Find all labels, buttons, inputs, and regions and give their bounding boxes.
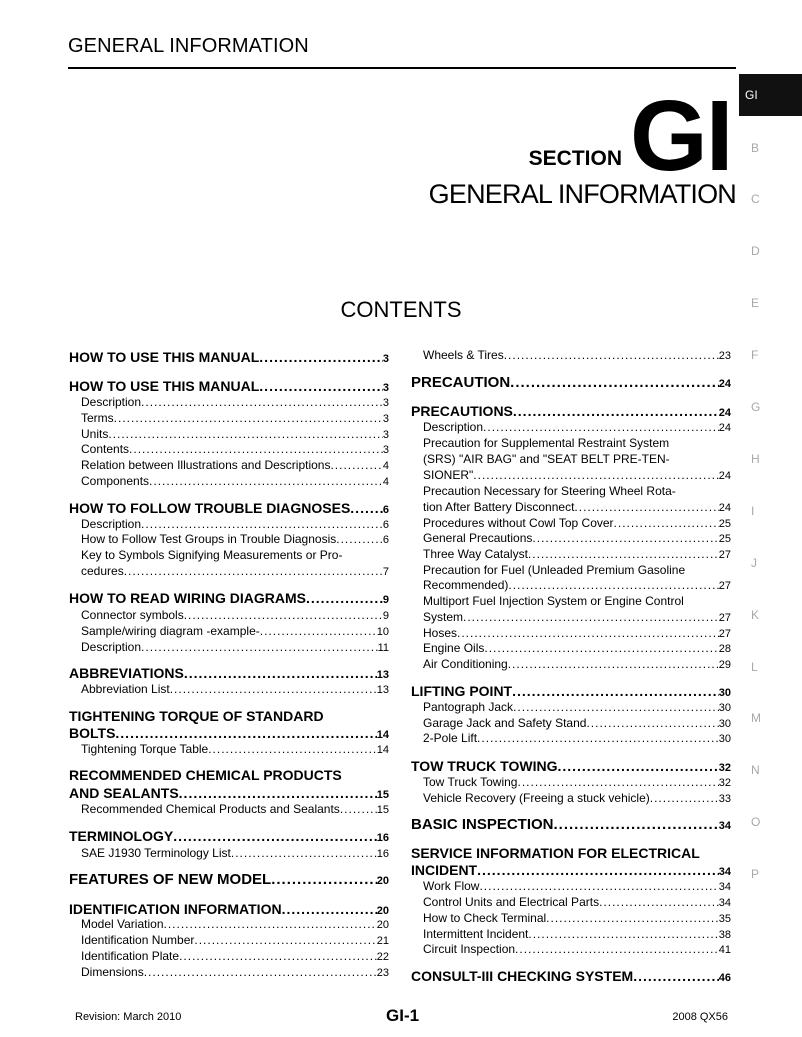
- toc-entry-label: Control Units and Electrical Parts: [423, 895, 600, 909]
- toc-entry-label: Pantograph Jack: [423, 700, 514, 714]
- toc-dot-leader: [259, 349, 383, 366]
- toc-entry-label: IDENTIFICATION INFORMATION: [69, 901, 282, 917]
- toc-entry-label: TIGHTENING TORQUE OF STANDARD: [69, 708, 324, 724]
- section-tab-m[interactable]: M: [751, 711, 761, 725]
- toc-dot-leader: [149, 474, 383, 489]
- toc-dot-leader: [184, 608, 383, 623]
- toc-entry[interactable]: [411, 927, 731, 943]
- section-tab-n[interactable]: N: [751, 763, 760, 777]
- toc-page-number: 6: [382, 504, 389, 516]
- toc-entry-label: How to Follow Test Groups in Trouble Diagnosis: [81, 532, 337, 546]
- toc-entry-label: Tightening Torque Table: [81, 742, 209, 756]
- toc-dot-leader: [532, 531, 718, 546]
- toc-entry-label: FEATURES OF NEW MODEL: [69, 871, 272, 888]
- toc-page-number: 24: [718, 502, 731, 514]
- toc-entry[interactable]: [411, 657, 731, 673]
- toc-page-number: 32: [718, 777, 731, 789]
- section-tab-e[interactable]: E: [751, 296, 760, 310]
- toc-dot-leader: [546, 911, 719, 926]
- toc-page-number: 27: [718, 612, 731, 624]
- toc-page-number: 25: [718, 518, 731, 530]
- section-tab-b[interactable]: B: [751, 141, 760, 155]
- toc-page-number: 14: [376, 729, 389, 741]
- toc-entry: [411, 594, 731, 609]
- toc-page-number: 25: [718, 533, 731, 545]
- toc-page-number: 34: [718, 897, 731, 909]
- toc-entry-label: Recommended): [423, 578, 509, 592]
- section-title: GENERAL INFORMATION: [428, 179, 736, 209]
- toc-entry-label: Vehicle Recovery (Freeing a stuck vehicle): [423, 791, 650, 805]
- toc-entry-label: Identification Number: [81, 933, 195, 947]
- toc-page-number: 16: [376, 832, 389, 844]
- toc-entry[interactable]: [69, 933, 389, 949]
- toc-dot-leader: [141, 640, 378, 655]
- toc-page-number: 27: [718, 580, 731, 592]
- toc-page-number: 30: [718, 733, 731, 745]
- toc-entry-label: 2-Pole Lift: [423, 731, 478, 745]
- toc-entry-label: PRECAUTIONS: [411, 403, 513, 419]
- toc-dot-leader: [330, 458, 382, 473]
- toc-entry-label: INCIDENT: [411, 862, 478, 878]
- toc-entry-label: Connector symbols: [81, 608, 184, 622]
- toc-page-number: 15: [376, 804, 389, 816]
- toc-entry[interactable]: [411, 578, 731, 594]
- toc-dot-leader: [508, 657, 719, 672]
- toc-entry[interactable]: [69, 349, 389, 368]
- toc-dot-leader: [513, 403, 719, 420]
- toc-entry[interactable]: [69, 828, 389, 847]
- toc-dot-leader: [484, 641, 718, 656]
- toc-entry-label: cedures: [81, 564, 124, 578]
- toc-dot-leader: [479, 879, 718, 894]
- header-rule: [68, 67, 736, 69]
- toc-page-number: 3: [382, 397, 389, 409]
- section-tab-p[interactable]: P: [751, 867, 760, 881]
- toc-entry-label: Units: [81, 427, 109, 441]
- toc-page-number: 32: [718, 762, 731, 774]
- toc-page-number: 3: [382, 382, 389, 394]
- toc-page-number: 3: [382, 413, 389, 425]
- toc-page-number: 24: [718, 407, 731, 419]
- toc-dot-leader: [194, 933, 376, 948]
- toc-page-number: 24: [718, 422, 731, 434]
- toc-page-number: 23: [376, 967, 389, 979]
- toc-dot-leader: [306, 590, 383, 607]
- toc-entry: [69, 708, 389, 725]
- toc-entry-label: HOW TO USE THIS MANUAL: [69, 378, 260, 394]
- toc-entry-label: Identification Plate: [81, 949, 180, 963]
- toc-entry-label: HOW TO FOLLOW TROUBLE DIAGNOSES: [69, 500, 351, 516]
- toc-entry-label: PRECAUTION: [411, 374, 511, 391]
- toc-page-number: 3: [382, 353, 389, 365]
- toc-dot-leader: [633, 968, 719, 985]
- section-tab-i[interactable]: I: [751, 504, 755, 518]
- toc-page-number: 10: [376, 626, 389, 638]
- toc-dot-leader: [554, 816, 719, 834]
- toc-entry[interactable]: [69, 640, 389, 656]
- toc-dot-leader: [614, 516, 719, 531]
- toc-dot-leader: [114, 411, 383, 426]
- toc-entry-label: Description: [81, 517, 142, 531]
- toc-page-number: 4: [382, 460, 389, 472]
- toc-entry[interactable]: [411, 731, 731, 747]
- toc-entry-label: How to Check Terminal: [423, 911, 547, 925]
- toc-dot-leader: [336, 532, 383, 547]
- toc-page-number: 3: [382, 444, 389, 456]
- toc-entry-label: Intermittent Incident: [423, 927, 529, 941]
- toc-dot-leader: [483, 420, 719, 435]
- toc-dot-leader: [141, 517, 383, 532]
- toc-entry-label: General Precautions: [423, 531, 533, 545]
- toc-dot-leader: [457, 626, 719, 641]
- toc-page-number: 3: [382, 429, 389, 441]
- toc-entry-label: Description: [423, 420, 484, 434]
- toc-page-number: 34: [718, 820, 731, 832]
- toc-entry-label: Tow Truck Towing: [423, 775, 518, 789]
- toc-entry[interactable]: [411, 641, 731, 657]
- section-tab-k[interactable]: K: [751, 608, 760, 622]
- toc-entry: [411, 452, 731, 467]
- section-tab-c[interactable]: C: [751, 192, 760, 206]
- toc-entry-label: Procedures without Cowl Top Cover: [423, 516, 614, 530]
- toc-entry-label: Relation between Illustrations and Descriptions: [81, 458, 331, 472]
- toc-dot-leader: [350, 500, 383, 517]
- toc-dot-leader: [282, 901, 377, 918]
- toc-entry[interactable]: [69, 742, 389, 758]
- toc-dot-leader: [124, 564, 383, 579]
- toc-entry-label: Precaution for Supplemental Restraint System: [423, 436, 670, 450]
- toc-dot-leader: [271, 871, 377, 889]
- toc-entry[interactable]: [69, 802, 389, 818]
- toc-dot-leader: [650, 791, 719, 806]
- toc-page-number: 33: [718, 793, 731, 805]
- toc-dot-leader: [477, 731, 719, 746]
- toc-page-number: 34: [718, 881, 731, 893]
- toc-entry[interactable]: [69, 917, 389, 933]
- section-label: SECTION: [528, 147, 622, 170]
- toc-page-number: 35: [718, 913, 731, 925]
- toc-dot-leader: [477, 862, 719, 879]
- toc-entry-label: TERMINOLOGY: [69, 828, 174, 844]
- toc-page-number: 20: [376, 919, 389, 931]
- toc-dot-leader: [510, 374, 719, 392]
- toc-page-number: 7: [382, 566, 389, 578]
- toc-entry-label: CONSULT-III CHECKING SYSTEM: [411, 968, 634, 984]
- page-header-title: GENERAL INFORMATION: [68, 35, 309, 57]
- toc-entry-label: HOW TO USE THIS MANUAL: [69, 349, 260, 365]
- toc-entry-label: Garage Jack and Safety Stand: [423, 716, 587, 730]
- toc-entry-label: Components: [81, 474, 150, 488]
- toc-entry[interactable]: [411, 716, 731, 732]
- toc-entry[interactable]: [411, 895, 731, 911]
- toc-entry[interactable]: [69, 871, 389, 890]
- toc-page-number: 16: [376, 848, 389, 860]
- toc-dot-leader: [557, 758, 718, 775]
- toc-entry-label: Engine Oils: [423, 641, 485, 655]
- toc-page-number: 29: [718, 659, 731, 671]
- toc-entry[interactable]: [69, 564, 389, 580]
- toc-dot-leader: [463, 610, 719, 625]
- toc-entry-label: SERVICE INFORMATION FOR ELECTRICAL: [411, 845, 700, 861]
- toc-entry[interactable]: [411, 610, 731, 626]
- toc-page-number: 46: [718, 972, 731, 984]
- toc-entry[interactable]: [69, 517, 389, 533]
- toc-entry[interactable]: [411, 374, 731, 393]
- toc-page-number: 23: [718, 350, 731, 362]
- toc-page-number: 24: [718, 378, 731, 390]
- toc-entry: [411, 845, 731, 862]
- toc-entry-label: System: [423, 610, 464, 624]
- toc-entry[interactable]: [411, 516, 731, 532]
- section-tab-h[interactable]: H: [751, 452, 760, 466]
- toc-entry-label: Sample/wiring diagram -example-: [81, 624, 260, 638]
- toc-entry-label: Wheels & Tires: [423, 348, 504, 362]
- toc-dot-leader: [115, 725, 376, 742]
- toc-page-number: 41: [718, 944, 731, 956]
- toc-entry[interactable]: [69, 427, 389, 443]
- toc-page-number: 15: [376, 789, 389, 801]
- toc-page-number: 13: [376, 669, 389, 681]
- toc-dot-leader: [517, 775, 718, 790]
- toc-entry[interactable]: [69, 395, 389, 411]
- section-code: GI: [630, 80, 732, 192]
- toc-dot-leader: [129, 442, 383, 457]
- toc-entry[interactable]: [69, 474, 389, 490]
- toc-entry-label: HOW TO READ WIRING DIAGRAMS: [69, 590, 306, 606]
- toc-entry[interactable]: [69, 846, 389, 862]
- toc-entry[interactable]: [411, 547, 731, 563]
- toc-entry[interactable]: [411, 420, 731, 436]
- footer-page-code: GI-1: [386, 1006, 420, 1025]
- toc-entry-label: Abbreviation List: [81, 682, 170, 696]
- toc-page-number: 6: [382, 534, 389, 546]
- toc-page-number: 34: [718, 866, 731, 878]
- toc-entry[interactable]: [69, 411, 389, 427]
- toc-entry[interactable]: [69, 624, 389, 640]
- toc-dot-leader: [513, 700, 719, 715]
- toc-entry[interactable]: [411, 775, 731, 791]
- toc-page-number: 20: [376, 905, 389, 917]
- toc-entry-label: SIONER": [423, 468, 474, 482]
- toc-dot-leader: [184, 665, 377, 682]
- contents-title: CONTENTS: [340, 297, 462, 322]
- toc-page-number: 9: [382, 610, 389, 622]
- toc-dot-leader: [512, 683, 719, 700]
- footer-revision: Revision: March 2010: [75, 1011, 182, 1023]
- toc-dot-leader: [515, 942, 719, 957]
- toc-entry-label: Precaution for Fuel (Unleaded Premium Gasoline: [423, 563, 686, 577]
- toc-entry[interactable]: [69, 949, 389, 965]
- toc-entry[interactable]: [411, 531, 731, 547]
- toc-entry[interactable]: [411, 500, 731, 516]
- toc-page-number: 4: [382, 476, 389, 488]
- toc-page-number: 22: [376, 951, 389, 963]
- section-tab-f[interactable]: F: [751, 348, 759, 362]
- toc-dot-leader: [170, 682, 377, 697]
- toc-entry[interactable]: [69, 965, 389, 981]
- toc-entry: [411, 563, 731, 578]
- toc-entry-label: Work Flow: [423, 879, 480, 893]
- toc-entry[interactable]: [69, 532, 389, 548]
- toc-entry-label: Key to Symbols Signifying Measurements or Pro-: [81, 548, 343, 562]
- toc-page-number: 30: [718, 702, 731, 714]
- toc-entry-label: Precaution Necessary for Steering Wheel Rota-: [423, 484, 676, 498]
- toc-dot-leader: [504, 348, 719, 363]
- section-tab-g[interactable]: G: [751, 400, 761, 414]
- toc-entry-label: Dimensions: [81, 965, 144, 979]
- toc-page-number: 38: [718, 929, 731, 941]
- toc-dot-leader: [179, 949, 377, 964]
- toc-dot-leader: [508, 578, 718, 593]
- toc-page-number: 11: [377, 642, 389, 654]
- toc-page-number: 20: [376, 875, 389, 887]
- toc-page-number: 21: [376, 935, 389, 947]
- section-tab-j[interactable]: J: [751, 556, 757, 570]
- toc-dot-leader: [586, 716, 718, 731]
- toc-dot-leader: [528, 547, 719, 562]
- toc-entry-label: Three Way Catalyst: [423, 547, 528, 561]
- toc-entry[interactable]: [69, 442, 389, 458]
- toc-entry: [69, 767, 389, 784]
- toc-entry-label: Contents: [81, 442, 130, 456]
- toc-entry-label: Description: [81, 395, 142, 409]
- toc-page-number: 9: [382, 594, 389, 606]
- toc-entry-label: RECOMMENDED CHEMICAL PRODUCTS: [69, 767, 342, 783]
- section-tab-o[interactable]: O: [751, 815, 761, 829]
- toc-entry-label: (SRS) "AIR BAG" and "SEAT BELT PRE-TEN-: [423, 452, 670, 466]
- toc-entry-label: BOLTS: [69, 725, 116, 741]
- toc-entry-label: BASIC INSPECTION: [411, 816, 554, 833]
- toc-entry[interactable]: [411, 626, 731, 642]
- toc-page-number: 24: [718, 470, 731, 482]
- toc-entry: [411, 484, 731, 499]
- toc-entry-label: Circuit Inspection: [423, 942, 516, 956]
- toc-entry-label: Recommended Chemical Products and Sealants: [81, 802, 340, 816]
- toc-page-number: 30: [718, 687, 731, 699]
- toc-dot-leader: [473, 468, 718, 483]
- toc-page-number: 28: [718, 643, 731, 655]
- toc-dot-leader: [164, 917, 377, 932]
- toc-entry[interactable]: [411, 700, 731, 716]
- toc-dot-leader: [574, 500, 718, 515]
- toc-entry-label: Model Variation: [81, 917, 164, 931]
- toc-dot-leader: [259, 378, 383, 395]
- toc-entry[interactable]: [411, 942, 731, 958]
- toc-entry-label: Multiport Fuel Injection System or Engine Control: [423, 594, 684, 608]
- toc-entry[interactable]: [69, 590, 389, 609]
- toc-page-number: 30: [718, 718, 731, 730]
- toc-entry-label: Terms: [81, 411, 114, 425]
- toc-entry[interactable]: [411, 791, 731, 807]
- toc-entry[interactable]: [411, 816, 731, 835]
- toc-entry[interactable]: [411, 879, 731, 895]
- toc-dot-leader: [528, 927, 718, 942]
- toc-entry: [69, 548, 389, 563]
- section-tab-l[interactable]: L: [751, 660, 758, 674]
- toc-entry[interactable]: [69, 458, 389, 474]
- section-tab-active[interactable]: GI: [739, 74, 802, 116]
- toc-entry-label: LIFTING POINT: [411, 683, 513, 699]
- toc-page-number: 6: [382, 519, 389, 531]
- toc-entry: [411, 436, 731, 451]
- toc-entry[interactable]: [411, 348, 731, 364]
- toc-dot-leader: [208, 742, 377, 757]
- toc-entry-label: Hoses: [423, 626, 458, 640]
- toc-page-number: 27: [718, 549, 731, 561]
- section-tab-d[interactable]: D: [751, 244, 760, 258]
- toc-dot-leader: [179, 785, 377, 802]
- toc-entry[interactable]: [69, 608, 389, 624]
- toc-entry[interactable]: [69, 682, 389, 698]
- toc-dot-leader: [260, 624, 377, 639]
- toc-dot-leader: [599, 895, 719, 910]
- toc-page-number: 27: [718, 628, 731, 640]
- toc-entry[interactable]: [411, 911, 731, 927]
- toc-entry-label: ABBREVIATIONS: [69, 665, 184, 681]
- toc-entry[interactable]: [411, 968, 731, 987]
- toc-entry-label: tion After Battery Disconnect: [423, 500, 575, 514]
- toc-entry-label: Air Conditioning: [423, 657, 508, 671]
- toc-entry-label: AND SEALANTS: [69, 785, 179, 801]
- toc-page-number: 13: [376, 684, 389, 696]
- footer-model: 2008 QX56: [672, 1011, 728, 1023]
- toc-dot-leader: [141, 395, 383, 410]
- toc-entry-label: Description: [81, 640, 142, 654]
- toc-dot-leader: [340, 802, 377, 817]
- toc-entry-label: SAE J1930 Terminology List: [81, 846, 231, 860]
- toc-dot-leader: [231, 846, 377, 861]
- toc-entry[interactable]: [411, 468, 731, 484]
- toc-dot-leader: [173, 828, 377, 845]
- toc-entry-label: TOW TRUCK TOWING: [411, 758, 558, 774]
- toc-dot-leader: [108, 427, 383, 442]
- toc-page-number: 14: [376, 744, 389, 756]
- toc-dot-leader: [144, 965, 377, 980]
